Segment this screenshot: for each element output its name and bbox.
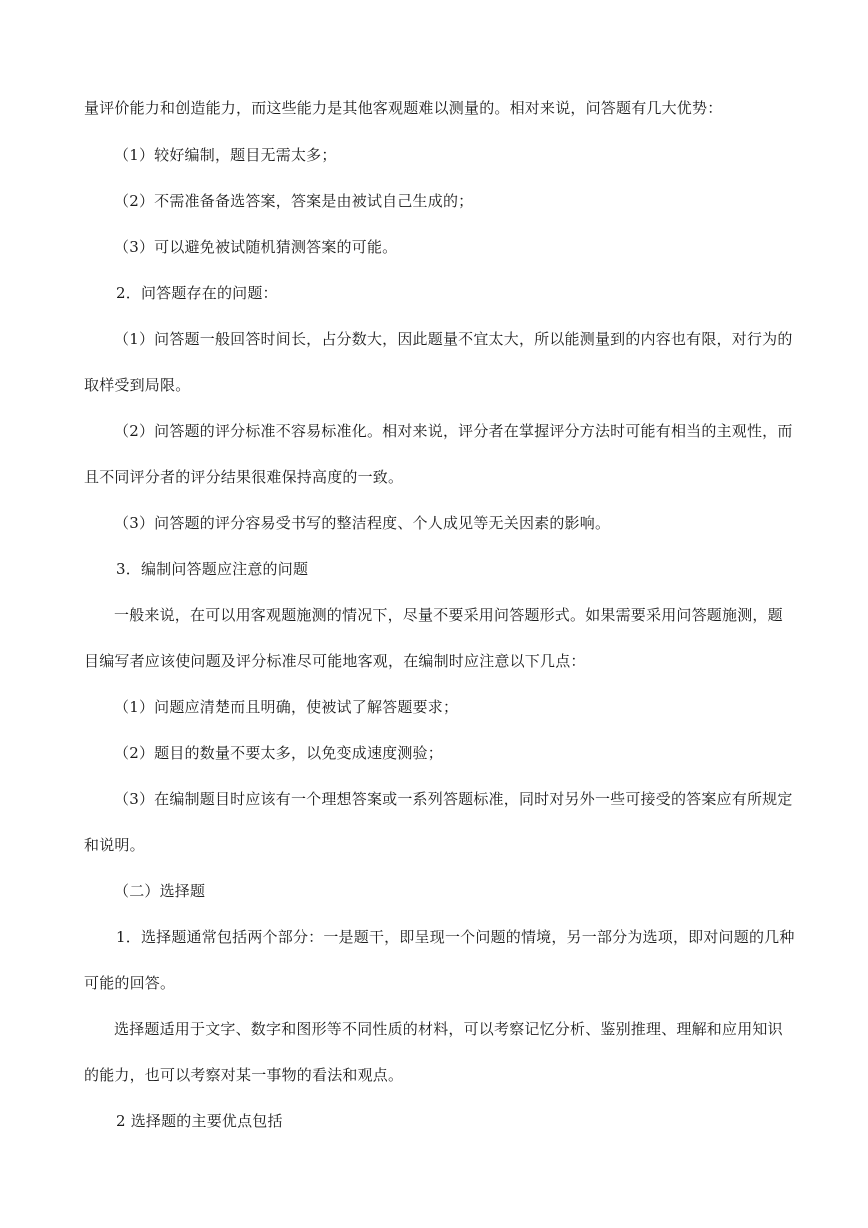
text-line: 选择题适用于文字、数字和图形等不同性质的材料，可以考察记忆分析、鉴别推理、理解和应用知识 xyxy=(114,1020,783,1038)
text-line: 目编写者应该使问题及评分标准尽可能地客观，在编制时应注意以下几点： xyxy=(84,652,586,670)
text-line: （3）问答题的评分容易受书写的整洁程度、个人成见等无关因素的影响。 xyxy=(114,514,611,532)
text-line: （1）问答题一般回答时间长，占分数大，因此题量不宜太大，所以能测量到的内容也有限，对行为的 xyxy=(114,330,793,348)
text-line: （3）在编制题目时应该有一个理想答案或一系列答题标准，同时对另外一些可接受的答案应有所规定 xyxy=(114,790,793,808)
section-heading: 3．编制问答题应注意的问题 xyxy=(116,560,309,578)
section-heading: 2．问答题存在的问题： xyxy=(116,284,278,302)
text-line: 和说明。 xyxy=(84,836,145,854)
section-heading: 2 选择题的主要优点包括 xyxy=(116,1112,283,1130)
section-heading: （二）选择题 xyxy=(114,882,206,900)
text-line: 1．选择题通常包括两个部分：一是题干，即呈现一个问题的情境，另一部分为选项，即对问题的几种 xyxy=(116,928,795,946)
text-line: 一般来说，在可以用客观题施测的情况下，尽量不要采用问答题形式。如果需要采用问答题施测，题 xyxy=(114,606,783,624)
text-line: （2）不需准备备选答案，答案是由被试自己生成的； xyxy=(114,192,474,210)
text-line: （2）问答题的评分标准不容易标准化。相对来说，评分者在掌握评分方法时可能有相当的主观性，而 xyxy=(114,422,793,440)
text-line: 量评价能力和创造能力，而这些能力是其他客观题难以测量的。相对来说，问答题有几大优势： xyxy=(84,99,723,117)
text-line: 的能力，也可以考察对某一事物的看法和观点。 xyxy=(84,1066,404,1084)
text-line: （1）问题应清楚而且明确，使被试了解答题要求； xyxy=(114,698,459,716)
text-line: （3）可以避免被试随机猜测答案的可能。 xyxy=(114,238,398,256)
text-line: 取样受到局限。 xyxy=(84,376,191,394)
text-line: （2）题目的数量不要太多，以免变成速度测验； xyxy=(114,744,443,762)
text-line: （1）较好编制，题目无需太多； xyxy=(114,146,337,164)
text-line: 可能的回答。 xyxy=(84,974,176,992)
text-line: 且不同评分者的评分结果很难保持高度的一致。 xyxy=(84,468,404,486)
